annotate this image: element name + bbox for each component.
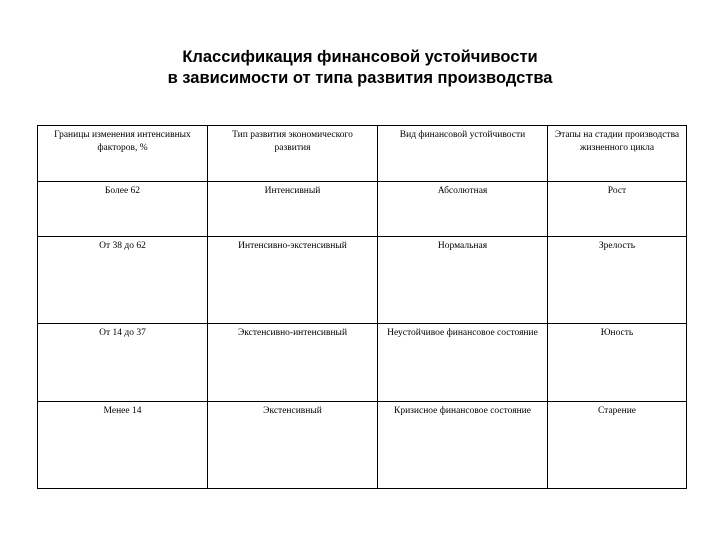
- header-text-stage: Этапы на стадии производства жизненного цикла: [554, 130, 680, 153]
- table-cell: Кризисное финансовое состояние: [378, 402, 548, 489]
- header-text-factors: Границы изменения интенсивных факторов, %: [54, 130, 191, 153]
- page-title: [0, 47, 720, 89]
- table-cell: Экстенсивно-интенсивный: [208, 324, 378, 402]
- table-cell: Менее 14: [38, 402, 208, 489]
- table-row: [38, 324, 687, 402]
- header-text-stability: Вид финансовой устойчивости: [399, 130, 526, 140]
- header-cell: [548, 126, 687, 182]
- title-line-2: в зависимости от типа развития производства: [167, 69, 553, 87]
- header-text-type: Тип развития экономического развития: [232, 130, 353, 153]
- title-line-1: Классификация финансовой устойчивости: [182, 48, 538, 66]
- table-row: [38, 237, 687, 324]
- table-cell: От 14 до 37: [38, 324, 208, 402]
- classification-table: [37, 125, 687, 489]
- table-cell: Неустойчивое финансовое состояние: [378, 324, 548, 402]
- table-cell: Интенсивно-экстенсивный: [208, 237, 378, 324]
- header-cell: [38, 126, 208, 182]
- table-cell: Более 62: [38, 182, 208, 237]
- table-cell: От 38 до 62: [38, 237, 208, 324]
- table-cell: Нормальная: [378, 237, 548, 324]
- table-cell: Рост: [548, 182, 687, 237]
- table-cell: Юность: [548, 324, 687, 402]
- table-row: [38, 402, 687, 489]
- table-cell: Экстенсивный: [208, 402, 378, 489]
- table-row: [38, 182, 687, 237]
- table-cell: Старение: [548, 402, 687, 489]
- table-header-row: [38, 126, 687, 182]
- table-cell: Зрелость: [548, 237, 687, 324]
- table-cell: Абсолютная: [378, 182, 548, 237]
- table-cell: Интенсивный: [208, 182, 378, 237]
- header-cell: [378, 126, 548, 182]
- header-cell: [208, 126, 378, 182]
